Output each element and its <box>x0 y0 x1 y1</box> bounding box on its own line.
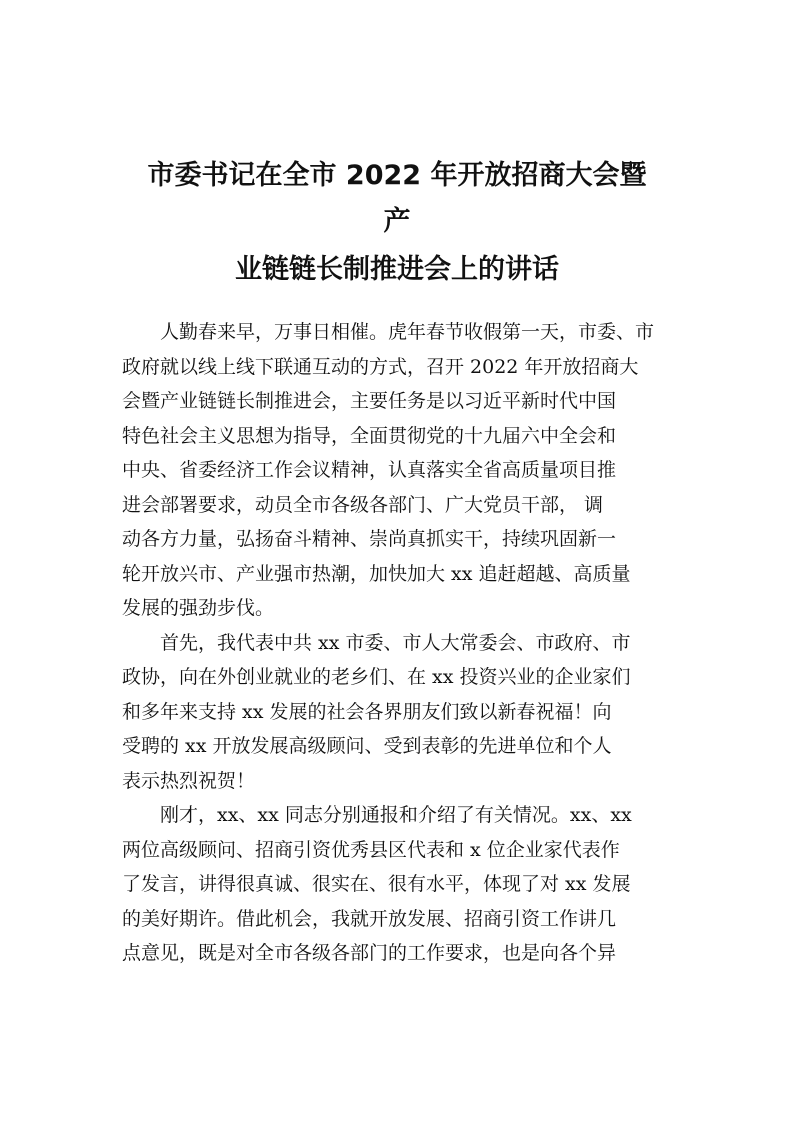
text-line: 了发言，讲得很真诚、很实在、很有水平，体现了对 xx 发展 <box>122 873 631 895</box>
text-line: 受聘的 xx 开放发展高级顾问、受到表彰的先进单位和个人 <box>122 735 612 757</box>
text-line: 首先，我代表中共 xx 市委、市人大常委会、市政府、市 <box>160 631 631 654</box>
text-line: 进会部署要求，动员全市各级各部门、广大党员干部， 调 <box>122 493 604 516</box>
text-line: 轮开放兴市、产业强市热潮，加快加大 xx 追赶超越、高质量 <box>122 562 631 585</box>
text-line: 中央、省委经济工作会议精神，认真落实全省高质量项目推 <box>122 459 617 481</box>
text-line: 表示热烈祝贺！ <box>122 769 256 792</box>
text-line: 特色社会主义思想为指导，全面贯彻党的十九届六中全会和 <box>122 424 617 447</box>
text-line: 会暨产业链链长制推进会，主要任务是以习近平新时代中国 <box>122 390 617 412</box>
text-line: 政府就以线上线下联通互动的方式，召开 2022 年开放招商大 <box>122 355 639 378</box>
text-line: 和多年来支持 xx 发展的社会各界朋友们致以新春祝福！向 <box>122 700 612 723</box>
paragraph-2 <box>122 626 702 799</box>
text-line: 发展的强劲步伐。 <box>122 597 275 619</box>
text-line: 人勤春来早，万事日相催。虎年春节收假第一天，市委、市 <box>160 321 655 343</box>
text-line: 刚才，xx、xx 同志分别通报和介绍了有关情况。xx、xx <box>160 804 632 826</box>
document-title-line-2: 产 <box>383 206 411 237</box>
text-line: 动各方力量，弘扬奋斗精神、崇尚真抓实干，持续巩固新一 <box>122 528 617 550</box>
document-title-line-3: 业链链长制推进会上的讲话 <box>235 254 559 285</box>
document-title-line-1: 市委书记在全市 2022 年开放招商大会暨 <box>147 160 647 191</box>
text-line: 政协，向在外创业就业的老乡们、在 xx 投资兴业的企业家们 <box>122 666 631 688</box>
paragraph-1 <box>122 315 702 626</box>
text-line: 两位高级顾问、招商引资优秀县区代表和 x 位企业家代表作 <box>122 838 620 861</box>
paragraph-3 <box>122 798 702 971</box>
text-line: 点意见，既是对全市各级各部门的工作要求，也是向各个异 <box>122 942 617 964</box>
text-line: 的美好期许。借此机会，我就开放发展、招商引资工作讲几 <box>122 907 617 930</box>
